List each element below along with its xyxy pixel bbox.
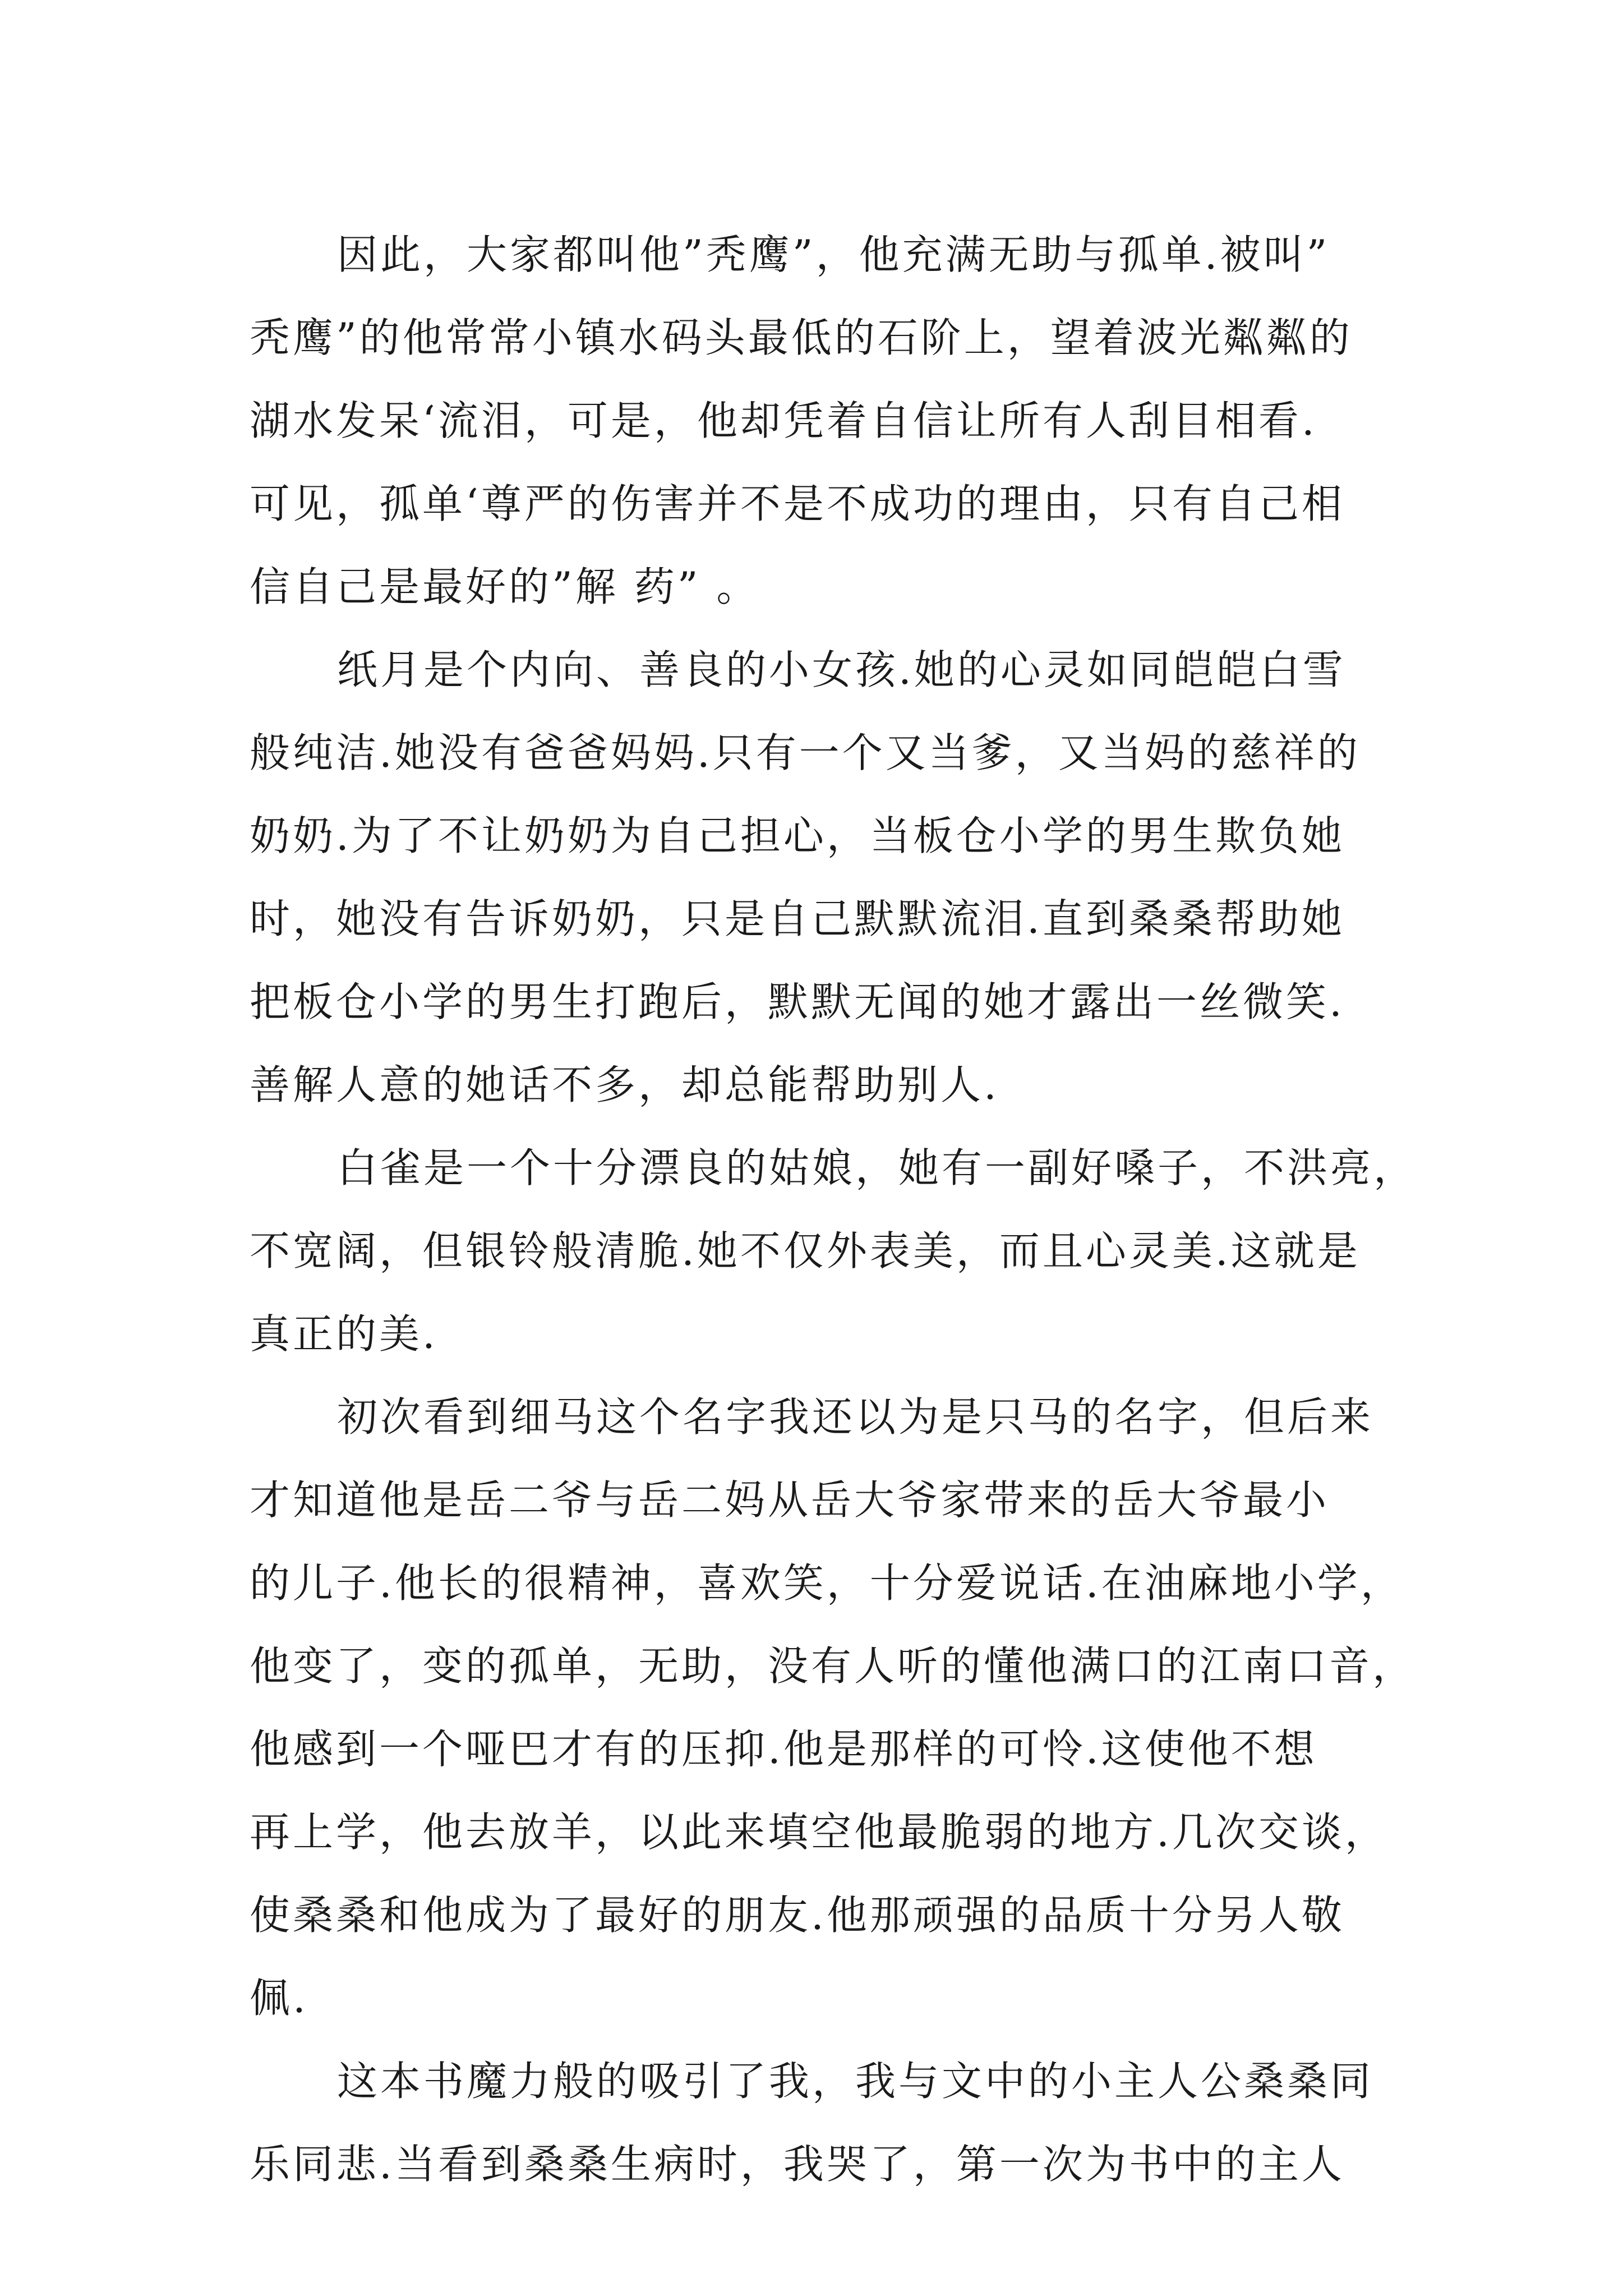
text-line: 他变了，变的孤单，无助，没有人听的懂他满口的江南口音， (250, 1642, 1416, 1690)
text-line: 他感到一个哑巴才有的压抑.他是那样的可怜.这使他不想 (250, 1726, 1317, 1773)
text-line: 再上学，他去放羊，以此来填空他最脆弱的地方.几次交谈， (250, 1809, 1388, 1856)
text-line: 佩. (250, 1975, 308, 2022)
text-line: 乐同悲.当看到桑桑生病时，我哭了，第一次为书中的主人 (250, 2141, 1345, 2188)
text-line: 把板仓小学的男生打跑后，默默无闻的她才露出一丝微笑. (250, 978, 1345, 1025)
text-line: 才知道他是岳二爷与岳二妈从岳大爷家带来的岳大爷最小 (250, 1476, 1330, 1524)
text-line: 真正的美. (250, 1310, 438, 1358)
text-line: 可见，孤单‘尊严的伤害并不是不成功的理由，只有自己相 (250, 480, 1345, 527)
text-line: 善解人意的她话不多，却总能帮助别人. (250, 1061, 999, 1108)
paragraph-first-line: 初次看到细马这个名字我还以为是只马的名字，但后来 (337, 1393, 1374, 1441)
text-line: 不宽阔，但银铃般清脆.她不仅外表美，而且心灵美.这就是 (250, 1227, 1361, 1274)
text-line: 的儿子.他长的很精神，喜欢笑，十分爱说话.在油麻地小学， (250, 1559, 1404, 1607)
paragraph-first-line: 因此，大家都叫他”秃鹰”，他充满无助与孤单.被叫” (337, 231, 1330, 278)
body-text (250, 213, 1417, 2206)
paragraph-first-line: 白雀是一个十分漂良的姑娘，她有一副好嗓子，不洪亮， (337, 1144, 1417, 1191)
text-line: 般纯洁.她没有爸爸妈妈.只有一个又当爹，又当妈的慈祥的 (250, 729, 1361, 776)
paragraph-first-line: 这本书魔力般的吸引了我，我与文中的小主人公桑桑同 (337, 2058, 1374, 2105)
text-line: 秃鹰”的他常常小镇水码头最低的石阶上，望着波光粼粼的 (250, 314, 1353, 361)
text-line: 信自己是最好的”解 药” 。 (250, 563, 760, 610)
text-line: 使桑桑和他成为了最好的朋友.他那顽强的品质十分另人敬 (250, 1892, 1345, 1939)
text-line: 湖水发呆‘流泪，可是，他却凭着自信让所有人刮目相看. (250, 397, 1317, 444)
text-line: 奶奶.为了不让奶奶为自己担心，当板仓小学的男生欺负她 (250, 812, 1345, 859)
text-line: 时，她没有告诉奶奶，只是自己默默流泪.直到桑桑帮助她 (250, 895, 1345, 942)
paragraph-first-line: 纸月是个内向、善良的小女孩.她的心灵如同皑皑白雪 (337, 646, 1346, 693)
